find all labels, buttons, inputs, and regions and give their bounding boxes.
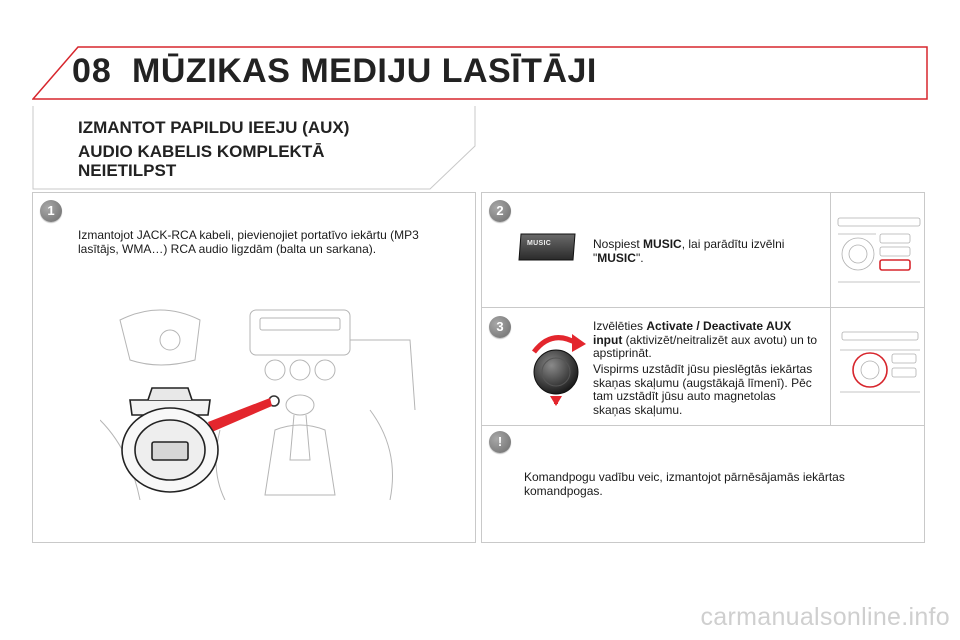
step1-text: Izmantojot JACK-RCA kabeli, pievienojiet portatīvo iekārtu (MP3 lasītājs, WMA…) RCA audio ligzdām (balta un sarkana). bbox=[78, 228, 419, 256]
step3-text-2: Vispirms uzstādīt jūsu pieslēgtās iekārtas skaņas skaļumu (augstākajā līmenī). Pēc tam uzstādīt jūsu auto magnetolas skaņas skaļumu. bbox=[593, 362, 813, 417]
watermark: carmanualsonline.info bbox=[700, 603, 950, 631]
note-text: Komandpogu vadību veic, izmantojot pārnēsājamās iekārtas komandpogas. bbox=[524, 470, 845, 498]
music-button-label: MUSIC bbox=[527, 240, 552, 247]
step-badge-1: 1 bbox=[40, 200, 62, 222]
step2-text: Nospiest MUSIC, lai parādītu izvēlni "MUSIC". bbox=[593, 237, 785, 265]
music-button[interactable] bbox=[517, 232, 577, 262]
rotary-knob-icon[interactable] bbox=[522, 322, 590, 406]
console-aux-illustration bbox=[100, 300, 420, 500]
page-title: MŪZIKAS MEDIJU LASĪTĀJI bbox=[132, 52, 597, 90]
section-heading: IZMANTOT PAPILDU IEEJU (AUX) bbox=[78, 118, 350, 137]
divider bbox=[830, 192, 831, 307]
divider bbox=[830, 307, 831, 425]
radio-panel-illustration bbox=[836, 214, 922, 290]
section-subheading: AUDIO KABELIS KOMPLEKTĀ NEIETILPST bbox=[78, 142, 325, 180]
divider bbox=[481, 307, 925, 308]
step-badge-3: 3 bbox=[489, 316, 511, 338]
radio-panel-illustration bbox=[836, 328, 922, 404]
divider bbox=[481, 425, 925, 426]
note-badge: ! bbox=[489, 431, 511, 453]
step-badge-2: 2 bbox=[489, 200, 511, 222]
chapter-number: 08 bbox=[72, 52, 112, 90]
step3-text: Izvēlēties Activate / Deactivate AUX input (aktivizēt/neitralizēt aux avotu) un to apstiprināt. bbox=[593, 319, 818, 360]
